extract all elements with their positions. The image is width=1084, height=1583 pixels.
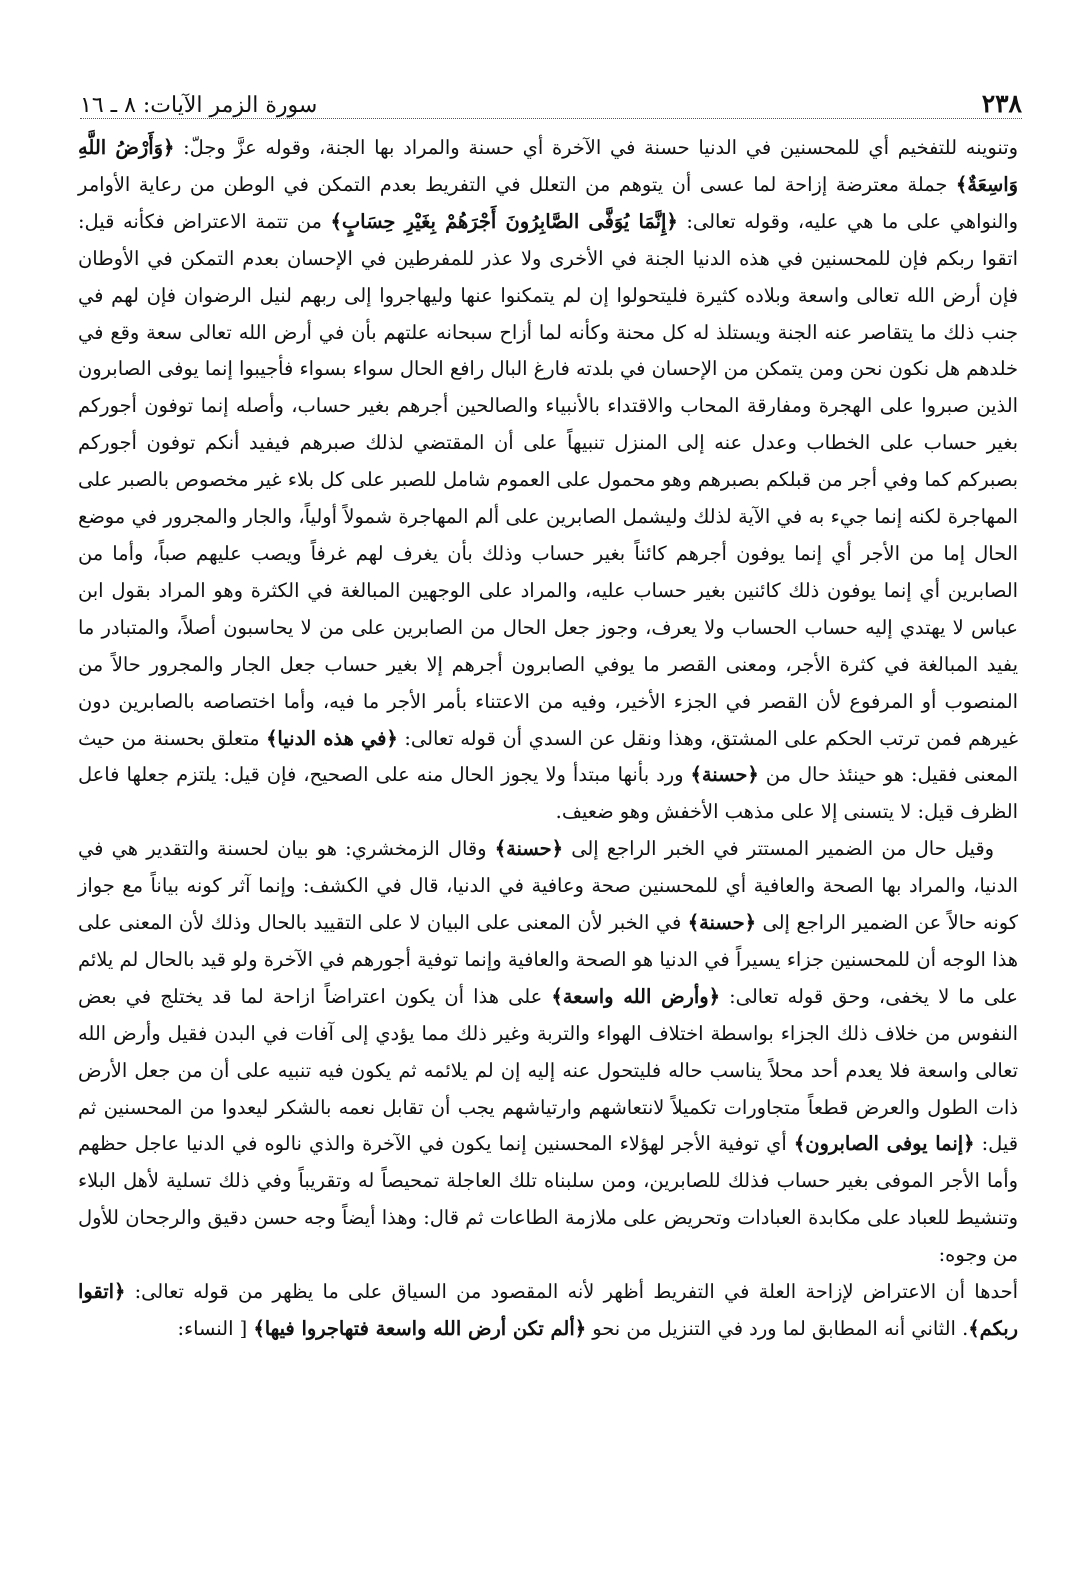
text-segment: أحدها أن الاعتراض لإزاحة العلة في التفريط أظهر لأنه المقصود من السياق على ما يظهر من قوله تعالى: [125,1280,1018,1304]
text-segment: وتنوينه للتفخيم أي للمحسنين في الدنيا حسنة في الآخرة أي حسنة والمراد بها الجنة، وقوله عزَّ وجلّ: [174,136,1018,159]
quran-quote: ﴿وَأَرْضُ اللَّهِ وَاسِعَةٌ﴾ [78,136,1018,196]
quran-quote: ﴿إِنَّمَا يُوَفَّى الصَّابِرُونَ أَجْرَهُمْ بِغَيْرِ حِسَابٍ﴾ [330,209,678,233]
page-body [78,130,1018,1348]
text-segment: ورد بأنها مبتدأ ولا يجوز الحال منه على الصحيح، فإن قيل: يلتزم جعلها فاعل الظرف قيل: لا يتسنى إلا على مذهب الأخفش وهو ضعيف. [78,763,1018,824]
text-segment: وقيل حال من الضمير المستتر في الخبر الراجع إلى [563,837,994,861]
paragraph [78,1274,1018,1348]
text-segment: متعلق بحسنة من حيث المعنى فقيل: هو حينئذ حال من [78,726,1018,787]
quran-quote: ﴿اتقوا ربكم﴾ [78,1280,1018,1340]
paragraph [78,831,1018,1274]
page-header [80,78,1022,119]
quran-quote: ﴿وأرض الله واسعة﴾ [551,984,720,1008]
text-segment: وقال الزمخشري: هو بيان لحسنة والتقدير هي في الدنيا، والمراد بها الصحة والعافية أي للمحسنين صحة وعافية في الدنيا، قال في الكشف: وإنما آثر كونه بياناً مع جواز كونه حالاً عن الضمير الراجع إلى [78,837,1019,935]
text-segment: على هذا أن يكون اعتراضاً ازاحة لما قد يختلج في بعض النفوس من خلاف ذلك الجزاء بواسطة اختلاف الهواء والتربة وغير ذلك مما يؤدي إلى آفات في البدن فقيل وأرض الله تعالى واسعة فلا يعدم أحد محلاً يناسب حاله فليتحول عنه إليه إن لم يلائمه ثم يكون فيه تنبيه على أن من جعل الأرض ذات الطول والعرض قطعاً متجاورات تكميلاً لانتعاشهم وارتياشهم يجب أن تقابل نعمه بالشكر ليعدوا من المحسنين ثم قيل: [78,984,1018,1156]
quran-quote: ﴿إنما يوفى الصابرون﴾ [793,1132,975,1156]
page-number: ٢٣٨ [981,89,1022,118]
quran-quote: ﴿حسنة﴾ [687,911,757,935]
quran-quote: ﴿ألم تكن أرض الله واسعة فتهاجروا فيها﴾ [253,1317,587,1340]
paragraph [78,130,1018,831]
text-segment: [ النساء: [177,1317,254,1340]
text-segment: أي توفية الأجر لهؤلاء المحسنين إنما يكون في الآخرة والذي نالوه في الدنيا عاجل حظهم وأما الأجر الموفى بغير حساب فذلك للصابرين، ومن سلبناه تلك العاجلة تمحيصاً له وتقريباً وفي ذلك تسلية لأهل البلاء وتنشيط للعباد على مكابدة العبادات وتحريض على ملازمة الطاعات ثم قال: وهذا أيضاً وجه حسن دقيق والرجحان للأول من وجوه: [78,1132,1018,1267]
quran-quote: ﴿حسنة﴾ [494,837,564,861]
text-segment: من تتمة الاعتراض فكأنه قيل: اتقوا ربكم فإن للمحسنين في هذه الدنيا الجنة في الأخرى ولا عذر للمفرطين في الإحسان بعدم التمكن في الأوطان فإن أرض الله تعالى واسعة وبلاده كثيرة فليتحولوا إن لم يتمكنوا عنها وليهاجروا إلى ربهم لنيل الرضوان فإن لهم في جنب ذلك ما يتقاصر عنه الجنة ويستلذ له كل محنة وكأنه لما أزاح سبحانه علتهم بأن في أرض الله تعالى سعة وقع في خلدهم هل نكون نحن ومن يتمكن من الإحسان في بلدته فارغ البال رافع الحال سواء بسواء فأجيبوا إنما يوفى الصابرون الذين صبروا على الهجرة ومفارقة المحاب والاقتداء بالأنبياء والصالحين أجرهم بغير حساب، وأصله إنما توفون أجوركم بغير حساب على الخطاب وعدل عنه إلى المنزل تنبيهاً على أن المقتضي لذلك صبرهم فيفيد أنكم توفون أجوركم بصبركم كما وفي أجر من قبلكم بصبرهم وهو محمول على العموم شامل للصبر على كل بلاء غير مخصوص بالصبر على المهاجرة لكنه إنما جيء به في الآية لذلك وليشمل الصابرين على ألم المهاجرة شمولاً أولياً، والجار والمجرور في موضع الحال إما من الأجر أي إنما يوفون أجرهم كائناً بغير حساب وذلك بأن يغرف لهم غرفاً ويصب عليهم صباً، وأما من الصابرين أي إنما يوفون ذلك كائنين بغير حساب عليه، والمراد على الوجهين المبالغة في الكثرة وهو المراد بقول ابن عباس لا يهتدي إليه حساب الحساب ولا يعرف، وجوز جعل الحال من الصابرين على من لا يحاسبون أصلاً، والمتبادر ما يفيد المبالغة في كثرة الأجر، ومعنى القصر ما يوفي الصابرون أجرهم إلا بغير حساب جعل الجار والمجرور حالاً من المنصوب أو المرفوع لأن القصر في الجزء الأخير، وفيه من الاعتناء بأمر الأجر ما فيه، وأما اختصاصه بالصابرين دون غيرهم فمن ترتب الحكم على المشتق، وهذا ونقل عن السدي أن قوله تعالى: [78,209,1019,750]
text-segment: في الخبر لأن المعنى على البيان لا على التقييد بالحال وذلك لأن المعنى على هذا الوجه أن للمحسنين جزاء يسيراً في الدنيا هو الصحة والعافية وإنما توفية أجورهم في الآخرة ولو قيد بالحال لم يلائم على ما لا يخفى، وحق قوله تعالى: [78,911,1019,1008]
quran-quote: ﴿في هذه الدنيا﴾ [266,726,398,750]
text-segment: جملة معترضة إزاحة لما عسى أن يتوهم من التعلل في التفريط بعدم التمكن في الوطن من رعاية الأوامر والنواهي على ما هي عليه، وقوله تعالى: [78,172,1018,233]
text-segment: . الثاني أنه المطابق لما ورد في التنزيل من نحو [586,1317,969,1340]
running-title: سورة الزمر الآيات: ٨ ـ ١٦ [80,93,318,118]
quran-quote: ﴿حسنة﴾ [690,763,759,787]
